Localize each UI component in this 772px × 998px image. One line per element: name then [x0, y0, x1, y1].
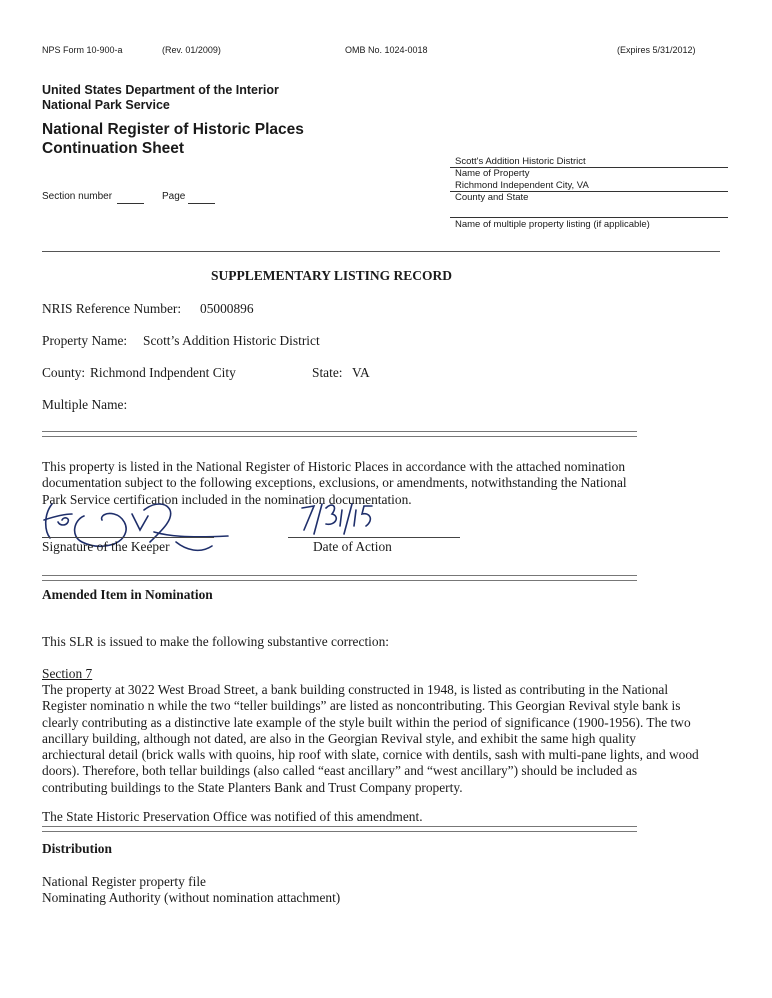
multiple-listing-rule	[450, 217, 728, 218]
page-blank	[188, 203, 215, 204]
property-name-value-slr: Scott’s Addition Historic District	[143, 333, 320, 348]
handwritten-date	[298, 496, 378, 540]
amendment-body-line: archiectural detail (brick walls with quoins, hip roof with slate, cornice with dentils, sash with multi-pane lights, and wood	[42, 747, 699, 763]
shpo-note: The State Historic Preservation Office was notified of this amendment.	[42, 809, 423, 824]
amendment-body-line: Register nominatio n while the two “teller buildings” are listed as noncontributing. This Georgian Revival style bank is	[42, 698, 681, 714]
county-label: County:	[42, 365, 86, 380]
section-7-heading: Section 7	[42, 666, 93, 681]
nris-value: 05000896	[200, 301, 254, 316]
amendment-body-line: contributing buildings to the State Planters Bank and Trust Company property.	[42, 779, 463, 795]
county-value: Richmond Indpendent City	[90, 365, 236, 380]
form-expiration: (Expires 5/31/2012)	[617, 45, 696, 55]
distribution-item: Nominating Authority (without nomination attachment)	[42, 890, 341, 905]
omb-number: OMB No. 1024-0018	[345, 45, 428, 55]
property-name-value: Scott's Addition Historic District	[455, 156, 586, 167]
amendment-body-line: The property at 3022 West Broad Street, a bank building constructed in 1948, is listed as contributing in the National	[42, 682, 669, 697]
listing-statement-line: This property is listed in the National Register of Historic Places in accordance with the attached nomination	[42, 459, 626, 474]
county-state-label: County and State	[455, 192, 529, 203]
form-revision: (Rev. 01/2009)	[162, 45, 221, 55]
nris-label: NRIS Reference Number:	[42, 301, 182, 316]
amendment-body-line: clearly contributing as a distinctive late example of the style built within the period of significance (1900-1956). The two	[42, 714, 691, 730]
amendment-body	[42, 682, 732, 796]
county-state-value: Richmond Independent City, VA	[455, 180, 589, 191]
double-rule-2	[42, 575, 637, 581]
state-label: State:	[312, 365, 343, 380]
listing-statement-line: documentation subject to the following exceptions, exclusions, or amendments, notwithstanding the National	[42, 475, 627, 491]
sheet-title-line2: Continuation Sheet	[42, 140, 185, 157]
keeper-signature-label: Signature of the Keeper	[42, 539, 170, 554]
listing-statement-line: Park Service certification included in the nomination documentation.	[42, 491, 412, 507]
header-divider	[42, 251, 720, 252]
amended-heading: Amended Item in Nomination	[42, 587, 213, 602]
section-number-blank	[117, 203, 144, 204]
section-number-label: Section number	[42, 191, 113, 202]
double-rule-1	[42, 431, 637, 437]
amended-intro: This SLR is issued to make the following substantive correction:	[42, 634, 389, 649]
keeper-signature-rule	[42, 537, 214, 538]
sheet-title-line1: National Register of Historic Places	[42, 121, 304, 138]
form-number: NPS Form 10-900-a	[42, 45, 123, 55]
multiple-name-label: Multiple Name:	[42, 397, 128, 412]
department-name: United States Department of the Interior	[42, 83, 279, 97]
date-of-action-label: Date of Action	[313, 539, 392, 554]
state-value: VA	[352, 365, 370, 380]
service-name: National Park Service	[42, 98, 170, 112]
property-name-label: Name of Property	[455, 168, 530, 179]
amendment-body-line: ancillary building, although not dated, are also in the Georgian Revival style, and exhibit the same high quality	[42, 730, 637, 746]
date-of-action-rule	[288, 537, 460, 538]
amendment-body-line: doors). Therefore, both tellar buildings (also called “east ancillary” and “west ancillary”) should be included as	[42, 763, 638, 779]
multiple-listing-label: Name of multiple property listing (if applicable)	[455, 219, 650, 230]
double-rule-3	[42, 826, 637, 832]
distribution-item: National Register property file	[42, 874, 206, 889]
property-name-label-slr: Property Name:	[42, 333, 128, 348]
slr-title: SUPPLEMENTARY LISTING RECORD	[211, 268, 453, 283]
page-label: Page	[162, 191, 186, 202]
distribution-heading: Distribution	[42, 841, 112, 856]
